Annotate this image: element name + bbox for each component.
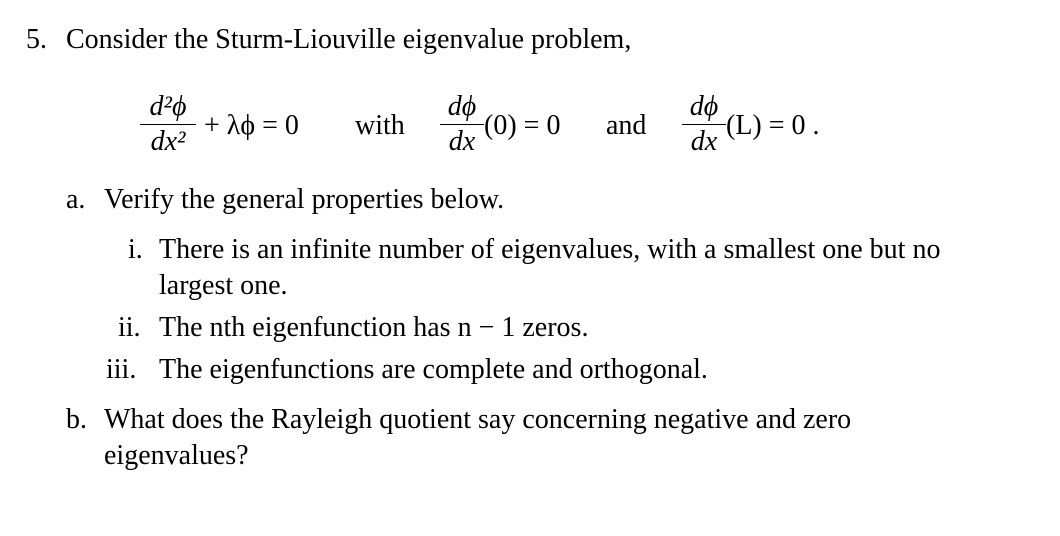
- problem-number: 5.: [26, 24, 47, 55]
- part-b-label: b.: [66, 404, 87, 435]
- fraction-bar: [140, 124, 196, 125]
- part-b-line1: What does the Rayleigh quotient say concerning negative and zero: [104, 404, 852, 435]
- fraction-bar: [682, 124, 726, 125]
- bc2-fraction-numerator: dϕ: [689, 91, 719, 122]
- bc2-fraction-denominator: dx: [690, 126, 718, 157]
- item-ii-label: ii.: [118, 312, 141, 343]
- and-word: and: [606, 110, 647, 141]
- bc1-fraction: [440, 92, 484, 157]
- bc2-rest: (L) = 0 .: [726, 110, 820, 141]
- ode-rest: + λϕ = 0: [204, 110, 299, 141]
- ode-fraction: [140, 92, 196, 157]
- ode-fraction-denominator: dx²: [150, 126, 186, 157]
- part-b-line2: eigenvalues?: [104, 440, 249, 471]
- part-a-text: Verify the general properties below.: [104, 184, 505, 215]
- item-ii-text: The nth eigenfunction has n − 1 zeros.: [159, 312, 589, 343]
- item-i-line1: There is an infinite number of eigenvalues, with a smallest one but no: [159, 234, 941, 265]
- bc1-rest: (0) = 0: [484, 110, 561, 141]
- bc2-fraction: [682, 92, 726, 157]
- part-a-label: a.: [66, 184, 86, 215]
- item-iii-text: The eigenfunctions are complete and orthogonal.: [159, 354, 708, 385]
- problem-intro: Consider the Sturm-Liouville eigenvalue problem,: [66, 24, 632, 55]
- with-word: with: [355, 110, 405, 141]
- bc1-fraction-denominator: dx: [448, 126, 476, 157]
- item-iii-label: iii.: [106, 354, 137, 385]
- bc1-fraction-numerator: dϕ: [447, 91, 477, 122]
- item-i-label: i.: [128, 234, 143, 265]
- fraction-bar: [440, 124, 484, 125]
- ode-fraction-numerator: d²ϕ: [149, 91, 187, 122]
- item-i-line2: largest one.: [159, 270, 288, 301]
